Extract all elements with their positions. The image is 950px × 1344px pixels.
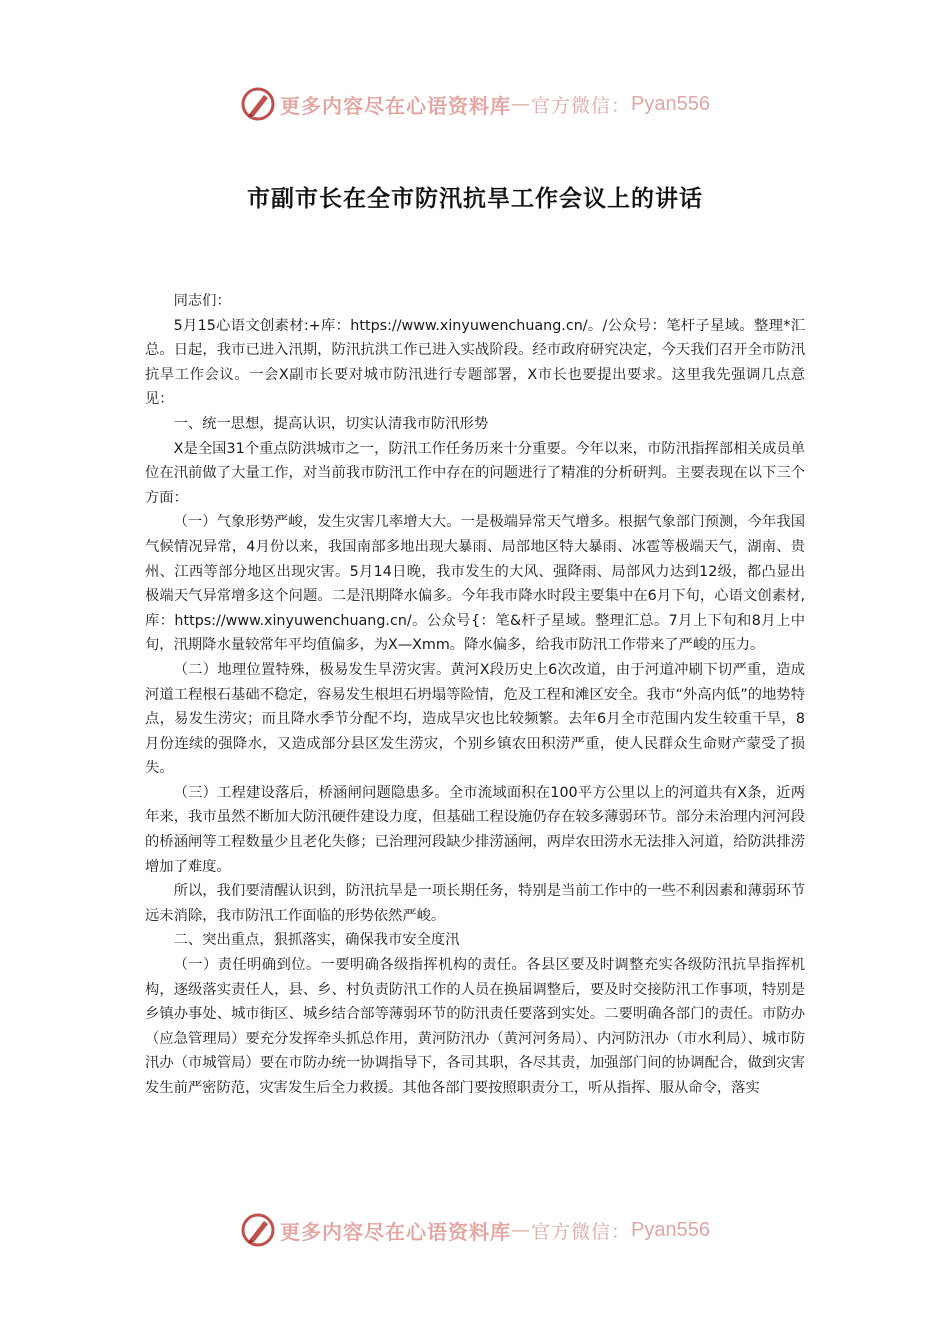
banner-separator: — [511, 1219, 531, 1241]
document-title: 市副市长在全市防汛抗旱工作会议上的讲话 [247, 186, 703, 212]
section-heading: 一、统一思想，提高认识，切实认清我市防汛形势 [173, 415, 489, 432]
pen-logo-icon [240, 1212, 276, 1248]
paragraph: （一）气象形势严峻，发生灾害几率增大大。一是极端异常天气增多。根据气象部门预测，今年我国气候情况异常，4月份以来，我国南部多地出现大暴雨、局部地区特大暴雨、冰雹等极端天气，湖南、贵州、江西等部分地区出现灾害。5月14日晚，我市发生的大风、强降雨、局部风力达到12级，都凸显出极端天气异常增多这个问题。二是汛期降水偏多。今年我市降水时段主要集中在6月下旬，心语文创素材,库：https://www.xinyuwenchuang.cn/。公众号{：笔&杆子星域。整理汇总。7月上下旬和8月上中旬，汛期降水量较常年平均值偏多，为X—Xmm。降水偏多，给我市防汛工作带来了严峻的压力。 [145, 514, 805, 654]
banner-wechat-id: Pyan556 [631, 92, 710, 115]
paragraph: （三）工程建设落后，桥涵闸问题隐患多。全市流域面积在100平方公里以上的河道共有X条，近两年来，我市虽然不断加大防汛硬件建设力度，但基础工程设施仍存在较多薄弱环节。部分未治理内河河段的桥涵闸等工程数量少且老化失修；已治理河段缺少排涝涵闸，两岸农田涝水无法排入河道，给防洪排涝增加了难度。 [145, 784, 805, 875]
banner-main-text: 更多内容尽在心语资料库 [280, 1219, 511, 1244]
banner-wechat-id: Pyan556 [631, 1218, 710, 1241]
paragraph: （二）地理位置特殊，极易发生旱涝灾害。黄河X段历史上6次改道，由于河道冲刷下切严重，造成河道工程根石基础不稳定，容易发生根坦石坍塌等险情，危及工程和滩区安全。我市“外高内低”的地势特点，易发生涝灾；而且降水季节分配不均，造成旱灾也比较频繁。去年6月全市范围内发生较重干旱，8月份连续的强降水，又造成部分县区发生涝灾，个别乡镇农田积涝严重，使人民群众生命财产蒙受了损失。 [145, 661, 805, 777]
banner-sub-text: 官方微信： [531, 94, 632, 117]
banner-separator: — [511, 93, 531, 115]
paragraph: 同志们： [173, 293, 231, 309]
footer-watermark-banner [0, 1208, 950, 1252]
banner-sub-text: 官方微信： [531, 1220, 632, 1243]
document-body [145, 289, 805, 1101]
section-heading: 二、突出重点，狠抓落实，确保我市安全度汛 [173, 932, 460, 949]
paragraph: 所以，我们要清醒认识到，防汛抗旱是一项长期任务，特别是当前工作中的一些不利因素和薄弱环节远未消除，我市防汛工作面临的形势依然严峻。 [145, 883, 805, 924]
paragraph: （一）责任明确到位。一要明确各级指挥机构的责任。各县区要及时调整充实各级防汛抗旱指挥机构，逐级落实责任人，县、乡、村负责防汛工作的人员在换届调整后，要及时交接防汛工作事项，特别是乡镇办事处、城市街区、城乡结合部等薄弱环节的防汛责任要落到实处。二要明确各部门的责任。市防办（应急管理局）要充分发挥牵头抓总作用，黄河防汛办（黄河河务局）、内河防汛办（市水利局）、城市防汛办（市城管局）要在市防办统一协调指导下，各司其职，各尽其责，加强部门间的协调配合，做到灾害发生前严密防范，灾害发生后全力救援。其他各部门要按照职责分工，听从指挥、服从命令，落实 [145, 957, 805, 1096]
paragraph: X是全国31个重点防洪城市之一，防汛工作任务历来十分重要。今年以来，市防汛指挥部相关成员单位在汛前做了大量工作，对当前我市防汛工作中存在的问题进行了精准的分析研判。主要表现在以下三个方面： [145, 440, 805, 506]
banner-main-text: 更多内容尽在心语资料库 [280, 93, 511, 118]
paragraph: 5月15心语文创素材:+库：https://www.xinyuwenchuang.cn/。/公众号：笔杆子星域。整理*汇总。日起，我市已进入汛期，防汛抗洪工作已进入实战阶段。经市政府研究决定，今天我们召开全市防汛抗旱工作会议。一会X副市长要对城市防汛进行专题部署，X市长也要提出要求。这里我先强调几点意见： [145, 317, 805, 408]
pen-logo-icon [240, 86, 276, 122]
header-watermark-banner [0, 82, 950, 126]
